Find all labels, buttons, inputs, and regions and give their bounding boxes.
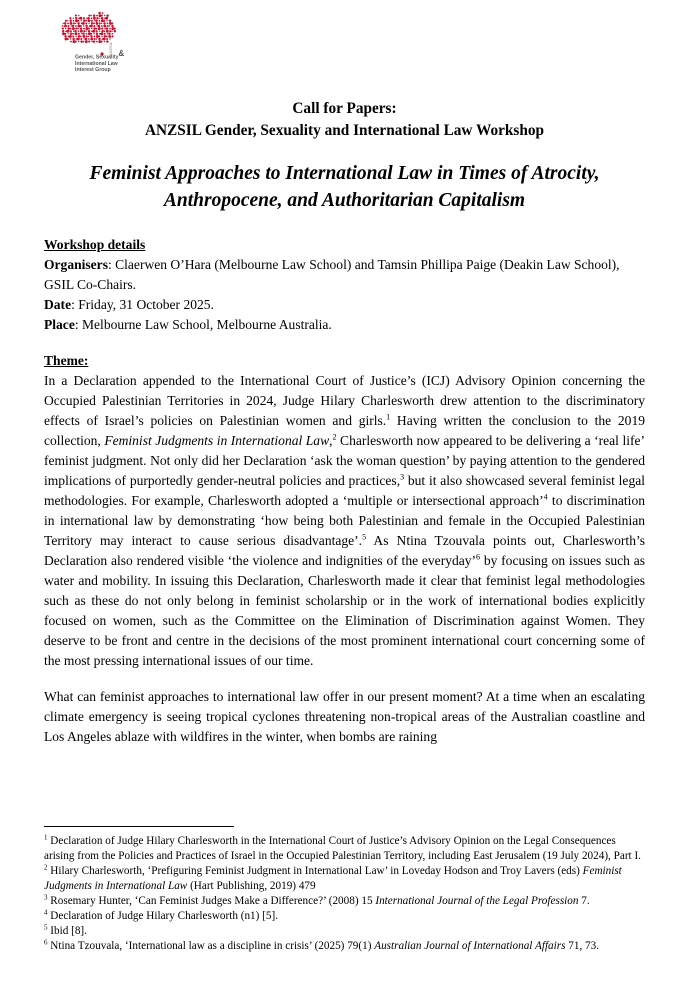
- footnote-ref-1: 1: [386, 412, 391, 422]
- footnote-3: [44, 894, 645, 909]
- cfp-line-1: Call for Papers:: [292, 100, 397, 117]
- footnote-number: 2: [44, 863, 48, 872]
- p1-text-d: Charlesworth now appeared to be delivering a ‘real life’ feminist judgment. Not only did her Declaration ‘ask the woman question’ by paying attention to the gendered implications of purportedly gender-neutral policies and practices,: [44, 433, 646, 488]
- document-body: [44, 235, 645, 747]
- footnote-5: [44, 924, 645, 939]
- place-label: Place: [44, 317, 75, 332]
- footnote-ref-4: 4: [543, 492, 548, 502]
- footnote-number: 5: [44, 923, 48, 932]
- call-for-papers-header: [0, 98, 689, 142]
- logo-mark: &: [118, 49, 125, 58]
- footnote-text: Declaration of Judge Hilary Charlesworth in the International Court of Justice’s Advisory Opinion on the Legal Consequences arising from the Policies and Practices of Israel in the Occupied Palestinian Territory, including East Jerusalem (19 July 2024), Part I.: [44, 835, 641, 862]
- logo-line-1: Gender, Sexuality: [75, 54, 119, 61]
- date-line: [44, 295, 645, 315]
- organisers-line: [44, 255, 645, 295]
- footnote-text-end: (Hart Publishing, 2019) 479: [187, 880, 316, 892]
- footnote-2: [44, 864, 645, 894]
- footnote-6: [44, 939, 645, 954]
- logo-side-label: ANZSIL: [108, 41, 113, 56]
- footnote-divider: [44, 826, 234, 827]
- footnote-text-end: 7.: [578, 895, 590, 907]
- date-value: : Friday, 31 October 2025.: [71, 297, 214, 312]
- footnote-4: [44, 909, 645, 924]
- footnote-1: [44, 834, 645, 864]
- footnote-text: Declaration of Judge Hilary Charlesworth (n1) [5].: [47, 910, 279, 922]
- place-line: [44, 315, 645, 335]
- footnote-italic: Australian Journal of International Affairs: [374, 940, 566, 952]
- footnote-italic: Feminist Judgments in International Law: [44, 865, 622, 892]
- footnote-text: Ibid [8].: [47, 925, 87, 937]
- p1-text-e: but it also showcased several feminist legal methodologies. For example, Charlesworth adopted a ‘multiple or intersectional approach’: [44, 473, 645, 508]
- gsil-logo: [58, 10, 138, 80]
- p1-book-title: Feminist Judgments in International Law: [104, 433, 330, 448]
- place-value: : Melbourne Law School, Melbourne Australia.: [74, 317, 332, 332]
- footnote-number: 4: [44, 908, 48, 917]
- footnotes: [44, 834, 645, 954]
- title-line-2: Anthropocene, and Authoritarian Capitalism: [163, 190, 526, 211]
- footnote-italic: International Journal of the Legal Profession: [375, 895, 579, 907]
- footnote-text: Ntina Tzouvala, ‘International law as a discipline in crisis’ (2025) 79(1): [47, 940, 375, 952]
- footnote-ref-6: 6: [476, 552, 481, 562]
- footnote-number: 1: [44, 833, 48, 842]
- footnote-ref-3: 3: [400, 472, 405, 482]
- footnote-text: Hilary Charlesworth, ‘Prefiguring Feminist Judgment in International Law’ in Loveday Hodson and Troy Lavers (eds): [47, 865, 583, 877]
- footnote-ref-5: 5: [362, 532, 367, 542]
- theme-heading: Theme:: [44, 353, 89, 368]
- footnote-ref-2: 2: [332, 432, 337, 442]
- workshop-details-heading: Workshop details: [44, 237, 146, 252]
- p1-text-h: by focusing on issues such as water and mobility. In issuing this Declaration, Charlesworth made it clear that feminist legal methodologies such as these do not only belong in feminist scholarship or in the work of international bodies explicitly focused on women, such as the Committee on the Elimination of Discrimination against Women. They deserve to be front and centre in the decisions of the most prominent international court concerning some of the most pressing international issues of our time.: [44, 553, 645, 668]
- p1-text-a: In a Declaration appended to the International Court of Justice’s (ICJ) Advisory Opinion concerning the Occupied Palestinian Territories in 2024, Judge Hilary Charlesworth drew attention to the discriminatory effects of Israel’s policies on Palestinian women and girls.: [44, 373, 645, 428]
- workshop-title: [40, 160, 649, 214]
- logo-line-3: Interest Group: [75, 67, 111, 74]
- p1-text-g: As Ntina Tzouvala points out, Charlesworth’s Declaration also rendered visible ‘the violence and indignities of the everyday’: [44, 533, 646, 568]
- footnote-text-end: 71, 73.: [565, 940, 600, 952]
- footnote-number: 6: [44, 938, 48, 947]
- theme-paragraph-2: What can feminist approaches to international law offer in our present moment? At a time when an escalating climate emergency is seeing tropical cyclones threatening non-tropical areas of the Australian coastline and Los Angeles ablaze with wildfires in the winter, when bombs are raining: [44, 689, 645, 744]
- p1-text-b: Having written the conclusion to the 2019 collection,: [44, 413, 645, 448]
- organisers-label: Organisers: [44, 257, 108, 272]
- date-label: Date: [44, 297, 72, 312]
- theme-paragraph-1: [44, 371, 645, 671]
- title-line-1: Feminist Approaches to International Law in Times of Atrocity,: [89, 163, 600, 184]
- footnote-number: 3: [44, 893, 48, 902]
- logo-text: [75, 49, 155, 74]
- organisers-value: : Claerwen O’Hara (Melbourne Law School) and Tamsin Phillipa Paige (Deakin Law School), GSIL Co-Chairs.: [44, 257, 620, 292]
- logo-line-2: International Law: [75, 61, 118, 68]
- p1-text-c: ,: [329, 433, 333, 448]
- footnote-text: Rosemary Hunter, ‘Can Feminist Judges Make a Difference?’ (2008) 15: [47, 895, 376, 907]
- cfp-line-2: ANZSIL Gender, Sexuality and International Law Workshop: [144, 122, 545, 139]
- p1-text-f: to discrimination in international law by demonstrating ‘how being both Palestinian and female in the Occupied Palestinian Territory may interact to cause serious disadvantage’.: [44, 493, 645, 548]
